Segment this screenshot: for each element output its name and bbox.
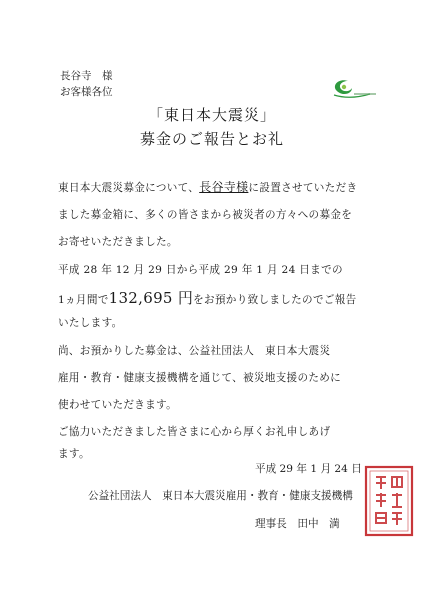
paragraph-1-line-1 <box>58 178 378 195</box>
paragraph-3-line-2: 雇用・教育・健康支援機構を通じて、被災地支援のために <box>58 372 342 384</box>
organization-logo-icon <box>330 76 382 100</box>
donation-amount: 132,695 円 <box>108 289 194 307</box>
paragraph-3-line-1: 尚、お預かりした募金は、公益社団法人 東日本大震災 <box>58 345 331 357</box>
paragraph-4-line-2: ます。 <box>58 448 90 460</box>
letter-date: 平成 29 年 1 月 24 日 <box>255 463 362 475</box>
paragraph-1-line-2: ました募金箱に、多くの皆さまから被災者の方々への募金を <box>58 209 353 221</box>
paragraph-2-line-1: 平成 28 年 12 月 29 日から平成 29 年 1 月 24 日までの <box>58 264 343 276</box>
paragraph-3-line-3: 使わせていただきます。 <box>58 399 177 411</box>
addressee-block <box>60 68 113 100</box>
red-seal-stamp-icon <box>364 465 414 537</box>
paragraph-1-line-3: お寄せいただきました。 <box>58 236 178 248</box>
paragraph-1-rest: に設置させていただき <box>248 182 358 194</box>
addressee-customers: お客様各位 <box>60 86 113 98</box>
temple-name: 長谷寺様 <box>199 180 249 194</box>
title-line-1: 「東日本大震災」 <box>147 106 276 124</box>
paragraph-2-line-2 <box>58 287 378 308</box>
paragraph-2-line-3: いたします。 <box>58 317 123 329</box>
report-text: をお預かり致しましたのでご報告 <box>193 294 357 306</box>
signatory: 理事長 田中 満 <box>255 518 340 530</box>
organization-name: 公益社団法人 東日本大震災雇用・教育・健康支援機構 <box>88 490 353 502</box>
title-line-2: 募金のご報告とお礼 <box>139 130 284 148</box>
paragraph-1-intro: 東日本大震災募金について、 <box>58 182 200 194</box>
period-text: 1ヵ月間で <box>58 294 109 306</box>
paragraph-4-line-1: ご協力いただきました皆さまに心から厚くお礼申しあげ <box>58 426 331 438</box>
addressee-temple: 長谷寺 様 <box>60 70 113 82</box>
